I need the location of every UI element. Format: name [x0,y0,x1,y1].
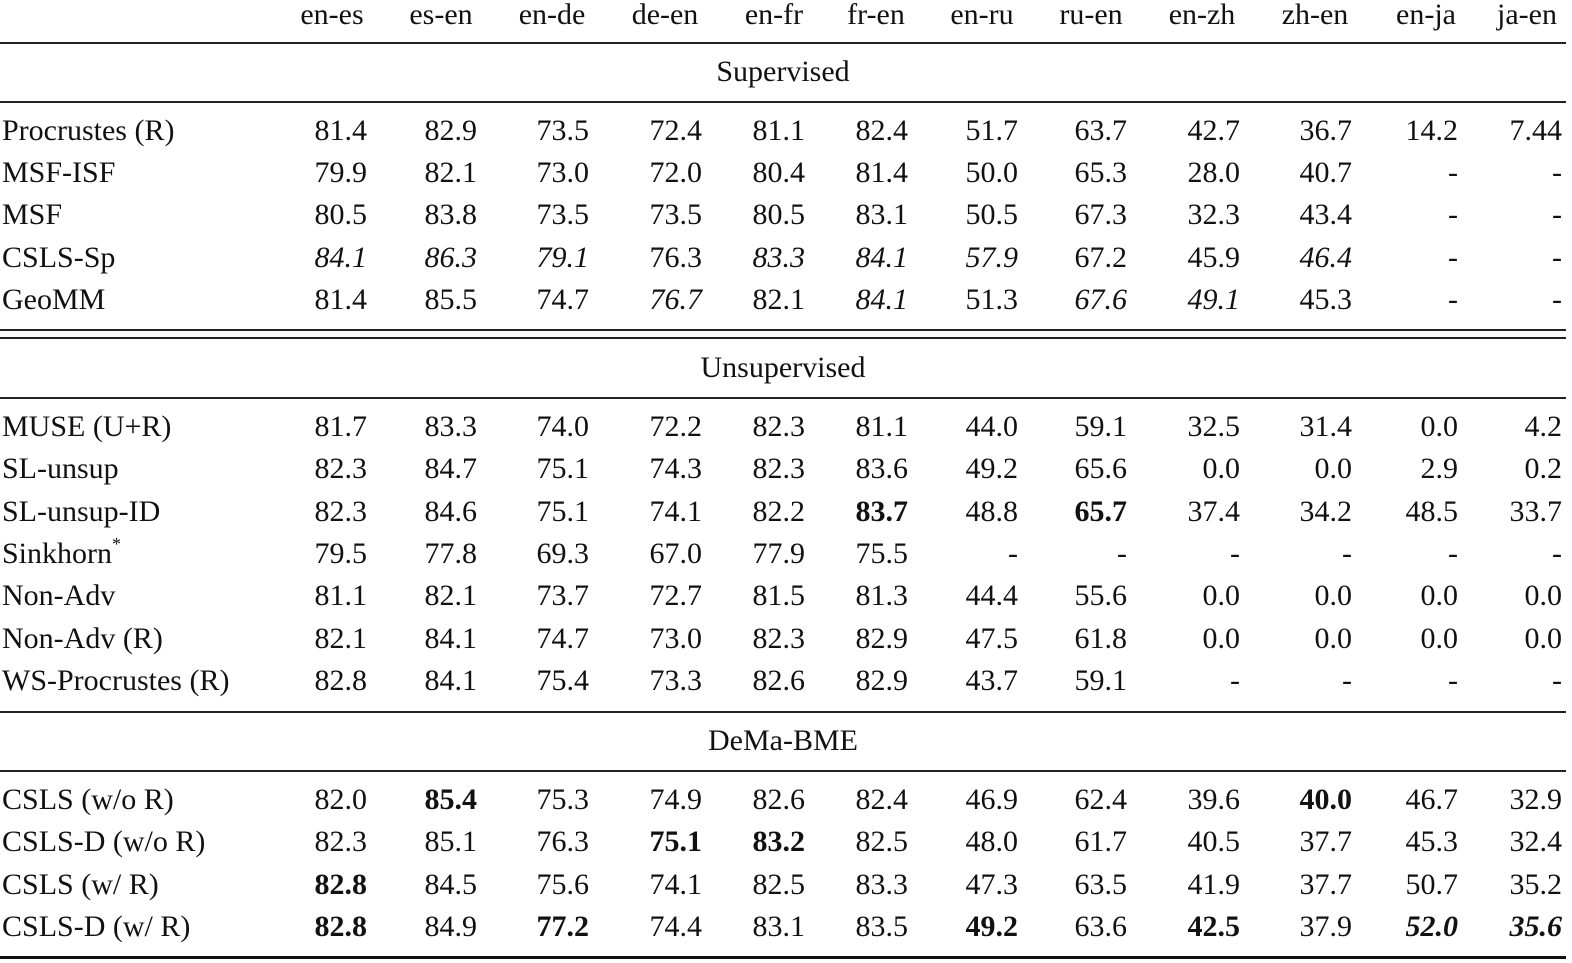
column-header-en-ru: en-ru [950,0,1014,31]
value-cell-fr-en: 82.5 [855,825,908,859]
value-cell-ru-en: - [1117,536,1127,570]
value-cell-en-es: 82.8 [314,867,367,901]
value-cell-zh-en: 34.2 [1299,494,1352,528]
value-cell-en-ja: - [1448,663,1458,697]
value-cell-en-ja: 0.0 [1420,410,1458,443]
section-title-unsupervised: Unsupervised [700,351,866,384]
column-header-ru-en: ru-en [1059,0,1123,31]
value-cell-de-en: 74.1 [649,494,702,528]
bottom-rule [0,956,1566,959]
method-label: GeoMM [2,282,106,316]
value-cell-es-en: 77.8 [424,536,477,570]
value-cell-en-de: 73.5 [536,198,589,232]
value-cell-es-en: 86.3 [424,240,477,274]
value-cell-zh-en: 0.0 [1314,579,1352,613]
value-cell-ja-en: 0.2 [1524,452,1562,486]
method-label: Non-Adv (R) [2,621,163,655]
value-cell-en-ru: 47.3 [965,867,1018,901]
value-cell-en-ru: 57.9 [965,240,1018,274]
value-cell-en-zh: 0.0 [1202,452,1240,486]
value-cell-en-ru: 50.0 [965,156,1018,190]
column-header-en-zh: en-zh [1168,0,1236,31]
column-header-en-es: en-es [300,0,364,31]
value-cell-fr-en: 82.9 [855,663,908,697]
value-cell-fr-en: 83.3 [855,867,908,901]
section-title-dema-bme: DeMa-BME [708,724,858,757]
value-cell-en-zh: 37.4 [1187,494,1240,528]
table-row [0,280,1572,320]
value-cell-en-ru: 51.3 [965,282,1018,316]
value-cell-es-en: 84.1 [424,621,477,655]
value-cell-ja-en: 32.9 [1509,783,1562,816]
value-cell-es-en: 83.8 [424,198,477,232]
value-cell-zh-en: 0.0 [1314,452,1352,486]
value-cell-es-en: 84.9 [424,909,477,943]
value-cell-ja-en: - [1552,156,1562,190]
value-cell-ru-en: 65.3 [1074,156,1127,190]
value-cell-en-zh: 49.1 [1187,282,1240,316]
value-cell-en-ru: 44.0 [965,410,1018,443]
value-cell-en-ja: - [1448,536,1458,570]
value-cell-en-zh: 45.9 [1187,240,1240,274]
value-cell-en-zh: 42.7 [1187,114,1240,147]
value-cell-zh-en: 40.7 [1299,156,1352,190]
value-cell-de-en: 72.0 [649,156,702,190]
double-rule-top [0,329,1566,331]
value-cell-en-ru: 49.2 [965,909,1018,943]
value-cell-en-ru: 49.2 [965,452,1018,486]
value-cell-en-de: 79.1 [536,240,589,274]
value-cell-en-zh: 42.5 [1187,909,1240,943]
method-label: CSLS (w/ R) [2,867,159,901]
value-cell-ru-en: 61.8 [1074,621,1127,655]
value-cell-en-es: 79.9 [314,156,367,190]
column-header-fr-en: fr-en [847,0,905,31]
value-cell-en-fr: 82.6 [752,783,805,816]
value-cell-fr-en: 83.6 [855,452,908,486]
section-rule [0,711,1566,713]
column-header-de-en: de-en [631,0,699,31]
value-cell-zh-en: 40.0 [1299,783,1352,816]
value-cell-fr-en: 84.1 [855,282,908,316]
method-label: SL-unsup-ID [2,494,161,528]
value-cell-en-de: 73.0 [536,156,589,190]
value-cell-es-en: 82.1 [424,156,477,190]
value-cell-ru-en: 63.7 [1074,114,1127,147]
method-label: Procrustes (R) [2,114,175,147]
method-label: MSF [2,198,63,232]
value-cell-en-zh: - [1230,536,1240,570]
double-rule-bottom [0,337,1566,339]
value-cell-en-de: 76.3 [536,825,589,859]
value-cell-en-fr: 82.5 [752,867,805,901]
value-cell-ja-en: - [1552,240,1562,274]
value-cell-en-ja: 52.0 [1405,909,1458,943]
value-cell-ja-en: 35.2 [1509,867,1562,901]
value-cell-ru-en: 59.1 [1074,410,1127,443]
value-cell-fr-en: 81.4 [855,156,908,190]
value-cell-en-de: 74.0 [536,410,589,443]
value-cell-en-fr: 77.9 [752,536,805,570]
value-cell-de-en: 76.7 [649,282,702,316]
value-cell-en-es: 79.5 [314,536,367,570]
table-row [0,534,1572,574]
value-cell-zh-en: 37.7 [1299,867,1352,901]
value-cell-en-de: 75.4 [536,663,589,697]
value-cell-es-en: 84.6 [424,494,477,528]
value-cell-en-ja: - [1448,198,1458,232]
value-cell-en-ja: 14.2 [1405,114,1458,147]
value-cell-fr-en: 84.1 [855,240,908,274]
value-cell-en-ja: 0.0 [1420,579,1458,613]
value-cell-en-de: 75.1 [536,494,589,528]
value-cell-ru-en: 63.6 [1074,909,1127,943]
column-header-ja-en: ja-en [1497,0,1557,31]
value-cell-en-es: 80.5 [314,198,367,232]
method-label: WS-Procrustes (R) [2,663,230,697]
table-row [0,492,1572,532]
value-cell-ru-en: 61.7 [1074,825,1127,859]
value-cell-fr-en: 82.4 [855,114,908,147]
value-cell-ru-en: 55.6 [1074,579,1127,613]
value-cell-en-ja: - [1448,156,1458,190]
method-label: MSF-ISF [2,156,116,190]
value-cell-en-zh: 32.3 [1187,198,1240,232]
value-cell-ru-en: 67.2 [1074,240,1127,274]
value-cell-en-es: 82.8 [314,909,367,943]
value-cell-en-de: 74.7 [536,282,589,316]
column-header-zh-en: zh-en [1281,0,1349,31]
method-label: CSLS-Sp [2,240,116,274]
value-cell-fr-en: 81.3 [855,579,908,613]
value-cell-ja-en: - [1552,536,1562,570]
method-label: CSLS-D (w/o R) [2,825,206,859]
value-cell-en-ja: - [1448,282,1458,316]
table-row [0,619,1572,659]
value-cell-de-en: 73.3 [649,663,702,697]
value-cell-es-en: 85.5 [424,282,477,316]
table-row [0,865,1572,905]
value-cell-ja-en: 32.4 [1509,825,1562,859]
column-header-es-en: es-en [409,0,473,31]
value-cell-en-ru: 46.9 [965,783,1018,816]
value-cell-es-en: 82.9 [424,114,477,147]
column-header-en-fr: en-fr [744,0,804,31]
method-label: Sinkhorn* [2,533,122,570]
table-row [0,195,1572,235]
value-cell-ja-en: 35.6 [1509,909,1562,943]
value-cell-en-zh: 28.0 [1187,156,1240,190]
method-label: CSLS (w/o R) [2,783,174,816]
value-cell-en-es: 82.3 [314,494,367,528]
footnote-marker: * [112,533,122,554]
value-cell-zh-en: 46.4 [1299,240,1352,274]
column-header-en-ja: en-ja [1396,0,1456,31]
value-cell-en-ja: 45.3 [1405,825,1458,859]
value-cell-zh-en: 0.0 [1314,621,1352,655]
value-cell-ja-en: 33.7 [1509,494,1562,528]
value-cell-fr-en: 83.7 [855,494,908,528]
value-cell-en-zh: 0.0 [1202,621,1240,655]
value-cell-ja-en: - [1552,282,1562,316]
value-cell-en-fr: 83.1 [752,909,805,943]
section-rule [0,101,1566,103]
value-cell-ja-en: 0.0 [1524,579,1562,613]
value-cell-en-ru: 48.0 [965,825,1018,859]
value-cell-de-en: 74.9 [649,783,702,816]
value-cell-en-de: 69.3 [536,536,589,570]
value-cell-ja-en: 7.44 [1509,114,1562,147]
value-cell-de-en: 73.5 [649,198,702,232]
value-cell-es-en: 82.1 [424,579,477,613]
value-cell-en-de: 75.1 [536,452,589,486]
value-cell-en-fr: 82.2 [752,494,805,528]
method-label: SL-unsup [2,452,119,486]
value-cell-de-en: 75.1 [649,825,702,859]
value-cell-zh-en: 45.3 [1299,282,1352,316]
value-cell-en-ru: 47.5 [965,621,1018,655]
value-cell-en-ja: 48.5 [1405,494,1458,528]
value-cell-en-es: 84.1 [314,240,367,274]
method-label: MUSE (U+R) [2,410,172,443]
value-cell-en-fr: 82.1 [752,282,805,316]
value-cell-ru-en: 65.6 [1074,452,1127,486]
value-cell-de-en: 73.0 [649,621,702,655]
value-cell-ru-en: 63.5 [1074,867,1127,901]
value-cell-de-en: 72.4 [649,114,702,147]
value-cell-fr-en: 82.4 [855,783,908,816]
value-cell-en-es: 81.4 [314,282,367,316]
value-cell-en-ru: 50.5 [965,198,1018,232]
header-row [0,0,1572,35]
value-cell-en-de: 75.3 [536,783,589,816]
value-cell-ru-en: 59.1 [1074,663,1127,697]
value-cell-en-zh: 32.5 [1187,410,1240,443]
value-cell-ja-en: - [1552,663,1562,697]
value-cell-en-zh: - [1230,663,1240,697]
value-cell-en-ru: - [1008,536,1018,570]
table-row [0,780,1572,820]
value-cell-ja-en: 0.0 [1524,621,1562,655]
value-cell-en-fr: 82.3 [752,410,805,443]
value-cell-fr-en: 81.1 [855,410,908,443]
value-cell-en-fr: 82.3 [752,621,805,655]
value-cell-en-de: 73.5 [536,114,589,147]
value-cell-zh-en: - [1342,663,1352,697]
value-cell-de-en: 72.2 [649,410,702,443]
value-cell-en-ru: 48.8 [965,494,1018,528]
value-cell-en-de: 73.7 [536,579,589,613]
value-cell-en-de: 77.2 [536,909,589,943]
section-rule [0,770,1566,772]
value-cell-de-en: 74.3 [649,452,702,486]
value-cell-de-en: 72.7 [649,579,702,613]
value-cell-en-fr: 80.4 [752,156,805,190]
table-row [0,407,1572,447]
value-cell-zh-en: - [1342,536,1352,570]
table-row [0,111,1572,151]
value-cell-ru-en: 65.7 [1074,494,1127,528]
method-label: Non-Adv [2,579,116,613]
value-cell-en-fr: 81.5 [752,579,805,613]
value-cell-de-en: 76.3 [649,240,702,274]
value-cell-zh-en: 43.4 [1299,198,1352,232]
value-cell-en-fr: 82.3 [752,452,805,486]
value-cell-de-en: 74.4 [649,909,702,943]
value-cell-en-ru: 51.7 [965,114,1018,147]
value-cell-en-ja: - [1448,240,1458,274]
value-cell-es-en: 84.7 [424,452,477,486]
value-cell-en-fr: 83.3 [752,240,805,274]
value-cell-en-zh: 39.6 [1187,783,1240,816]
value-cell-fr-en: 83.5 [855,909,908,943]
table-row [0,661,1572,701]
value-cell-ru-en: 67.3 [1074,198,1127,232]
table-row [0,822,1572,862]
table-row [0,153,1572,193]
value-cell-es-en: 84.5 [424,867,477,901]
value-cell-en-ja: 2.9 [1420,452,1458,486]
value-cell-en-de: 74.7 [536,621,589,655]
value-cell-en-zh: 41.9 [1187,867,1240,901]
value-cell-es-en: 84.1 [424,663,477,697]
value-cell-en-ru: 43.7 [965,663,1018,697]
value-cell-ja-en: 4.2 [1524,410,1562,443]
value-cell-en-fr: 80.5 [752,198,805,232]
value-cell-de-en: 74.1 [649,867,702,901]
value-cell-es-en: 83.3 [424,410,477,443]
value-cell-en-zh: 40.5 [1187,825,1240,859]
value-cell-en-fr: 81.1 [752,114,805,147]
value-cell-en-fr: 83.2 [752,825,805,859]
value-cell-en-ja: 46.7 [1405,783,1458,816]
value-cell-en-es: 82.1 [314,621,367,655]
value-cell-en-ru: 44.4 [965,579,1018,613]
value-cell-ru-en: 67.6 [1074,282,1127,316]
value-cell-en-ja: 0.0 [1420,621,1458,655]
table-row [0,907,1572,947]
table-row [0,238,1572,278]
value-cell-en-ja: 50.7 [1405,867,1458,901]
value-cell-es-en: 85.4 [424,783,477,816]
value-cell-en-fr: 82.6 [752,663,805,697]
value-cell-en-de: 75.6 [536,867,589,901]
table-row [0,449,1572,489]
value-cell-es-en: 85.1 [424,825,477,859]
value-cell-en-es: 81.4 [314,114,367,147]
section-rule [0,397,1566,399]
section-title-supervised: Supervised [716,55,850,88]
value-cell-fr-en: 83.1 [855,198,908,232]
value-cell-zh-en: 36.7 [1299,114,1352,147]
column-header-en-de: en-de [518,0,586,31]
value-cell-en-es: 82.3 [314,825,367,859]
table-row [0,576,1572,616]
value-cell-en-zh: 0.0 [1202,579,1240,613]
value-cell-de-en: 67.0 [649,536,702,570]
value-cell-fr-en: 75.5 [855,536,908,570]
value-cell-en-es: 81.1 [314,579,367,613]
value-cell-en-es: 81.7 [314,410,367,443]
value-cell-en-es: 82.0 [314,783,367,816]
header-rule [0,42,1566,44]
value-cell-zh-en: 37.9 [1299,909,1352,943]
value-cell-zh-en: 31.4 [1299,410,1352,443]
value-cell-ja-en: - [1552,198,1562,232]
value-cell-en-es: 82.3 [314,452,367,486]
method-label: CSLS-D (w/ R) [2,909,191,943]
value-cell-fr-en: 82.9 [855,621,908,655]
value-cell-ru-en: 62.4 [1074,783,1127,816]
value-cell-zh-en: 37.7 [1299,825,1352,859]
value-cell-en-es: 82.8 [314,663,367,697]
